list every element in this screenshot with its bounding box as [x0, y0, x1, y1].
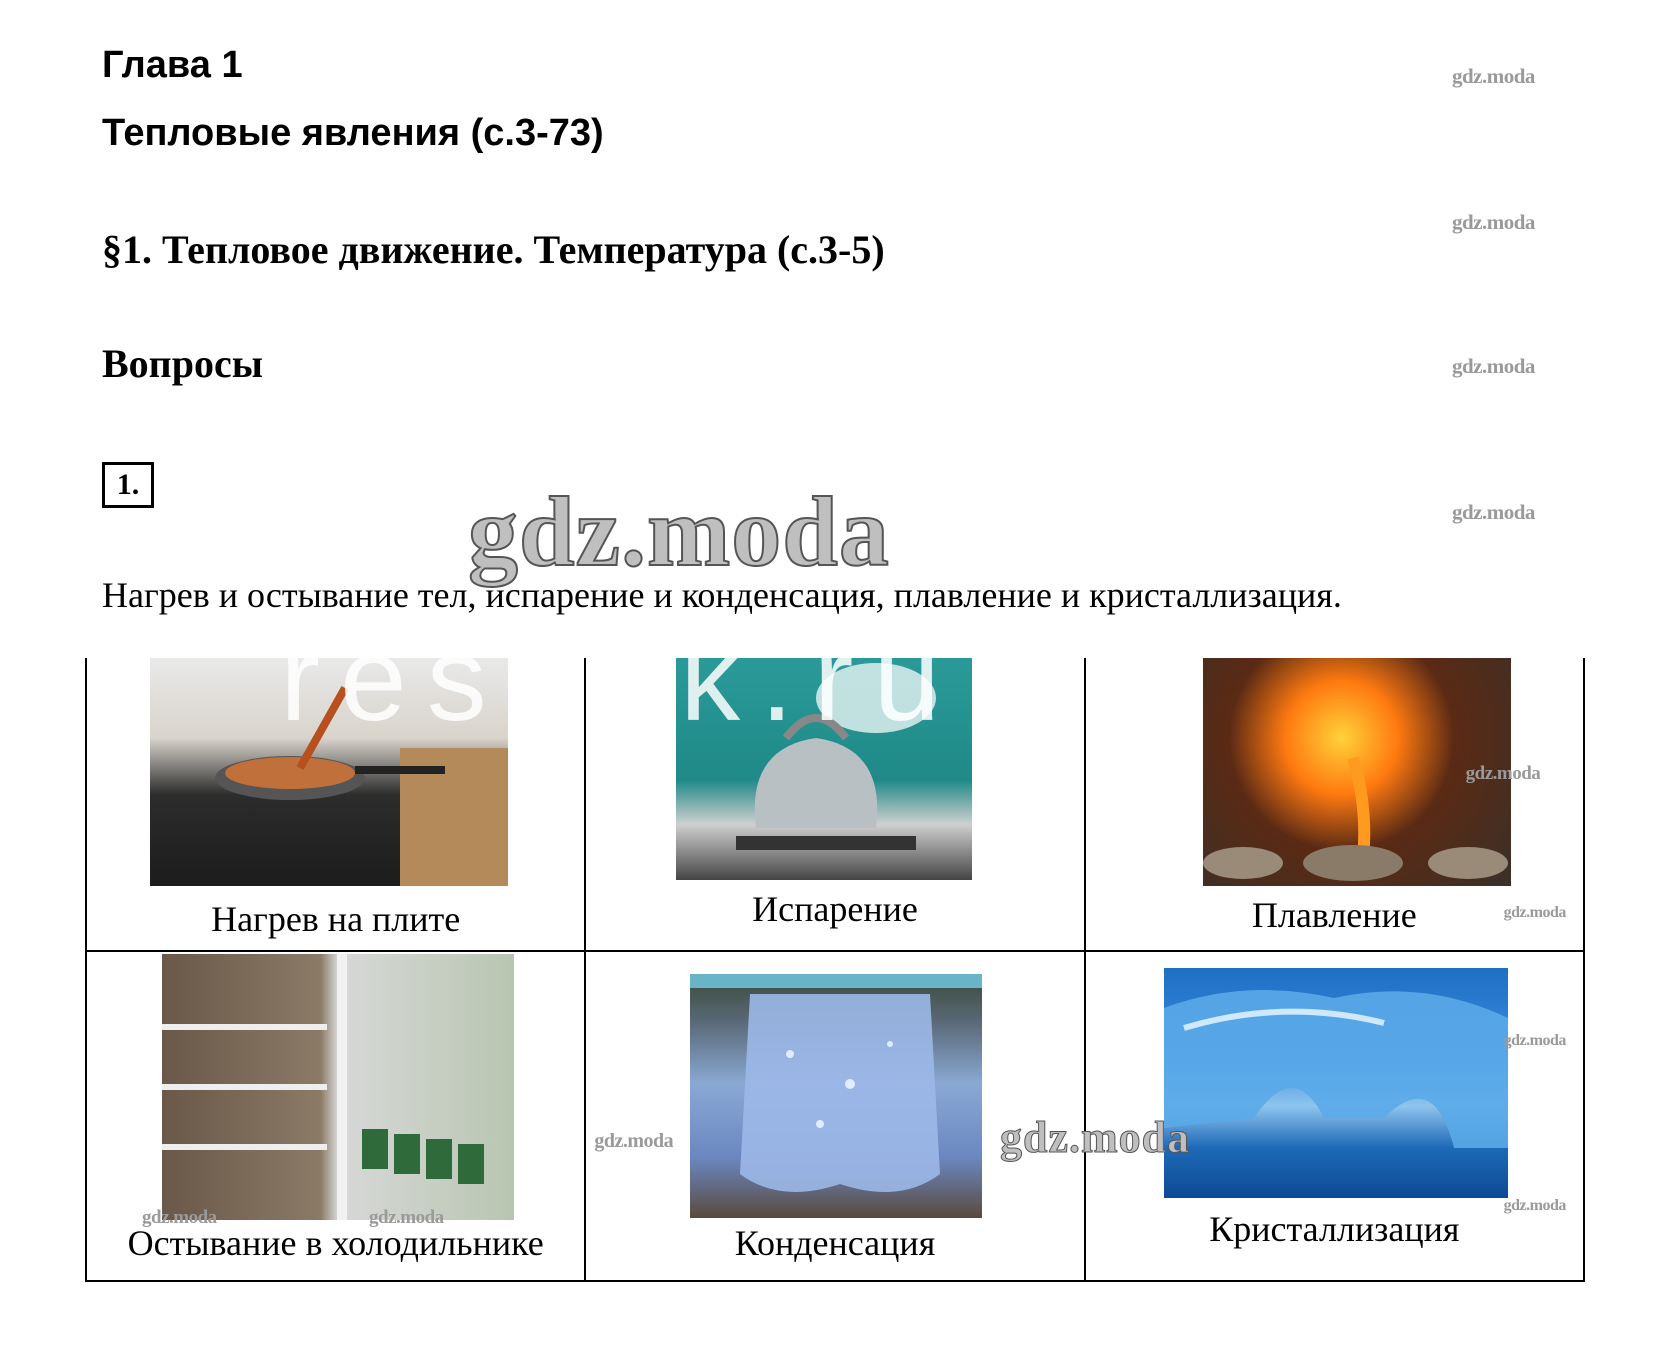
- bottle-icon: [690, 974, 982, 1218]
- molten-metal-icon: [1203, 658, 1511, 886]
- questions-heading: Вопросы: [102, 341, 263, 386]
- watermark: gdz.moda: [1503, 1197, 1566, 1214]
- table-cell: [1085, 658, 1584, 951]
- question-number: 1.: [102, 462, 154, 508]
- condensation-bottle-photo: [690, 974, 982, 1218]
- fridge-icon: [162, 954, 514, 1220]
- watermark: gdz.moda: [1465, 763, 1541, 784]
- watermark: gdz.moda: [369, 1207, 444, 1228]
- chapter-heading: Глава 1: [102, 44, 243, 86]
- watermark-ghost: reshak.ru: [280, 612, 961, 746]
- caption: Нагрев на плите: [211, 899, 461, 939]
- watermark: gdz.moda: [594, 1130, 674, 1152]
- watermark-large: gdz.moda: [468, 476, 890, 587]
- iceberg-icon: [1164, 968, 1508, 1198]
- section-title: §1. Тепловое движение. Температура (с.3-5): [102, 227, 885, 272]
- watermark: gdz.moda: [1503, 1032, 1566, 1049]
- open-fridge-photo: [162, 954, 514, 1220]
- watermark: gdz.moda: [1503, 904, 1566, 921]
- caption: Испарение: [752, 889, 918, 929]
- caption: Кристаллизация: [1209, 1209, 1460, 1249]
- watermark: gdz.moda: [1452, 64, 1535, 88]
- watermark: gdz.moda: [142, 1207, 217, 1228]
- molten-metal-photo: [1203, 658, 1511, 886]
- answer-text: Нагрев и остывание тел, испарение и конденсация, плавление и кристаллизация.: [102, 575, 1342, 615]
- illustration-table: [85, 658, 1585, 1282]
- watermark-large: gdz.moda: [1000, 1113, 1191, 1162]
- caption: Остывание в холодильнике: [127, 1223, 544, 1263]
- watermark: gdz.moda: [1452, 500, 1535, 524]
- table-cell: [86, 951, 585, 1281]
- watermark: gdz.moda: [1452, 210, 1535, 234]
- chapter-title: Тепловые явления (с.3-73): [102, 112, 604, 154]
- iceberg-photo: [1164, 968, 1508, 1198]
- caption: Плавление: [1251, 895, 1417, 935]
- caption: Конденсация: [734, 1223, 936, 1263]
- watermark: gdz.moda: [1452, 354, 1535, 378]
